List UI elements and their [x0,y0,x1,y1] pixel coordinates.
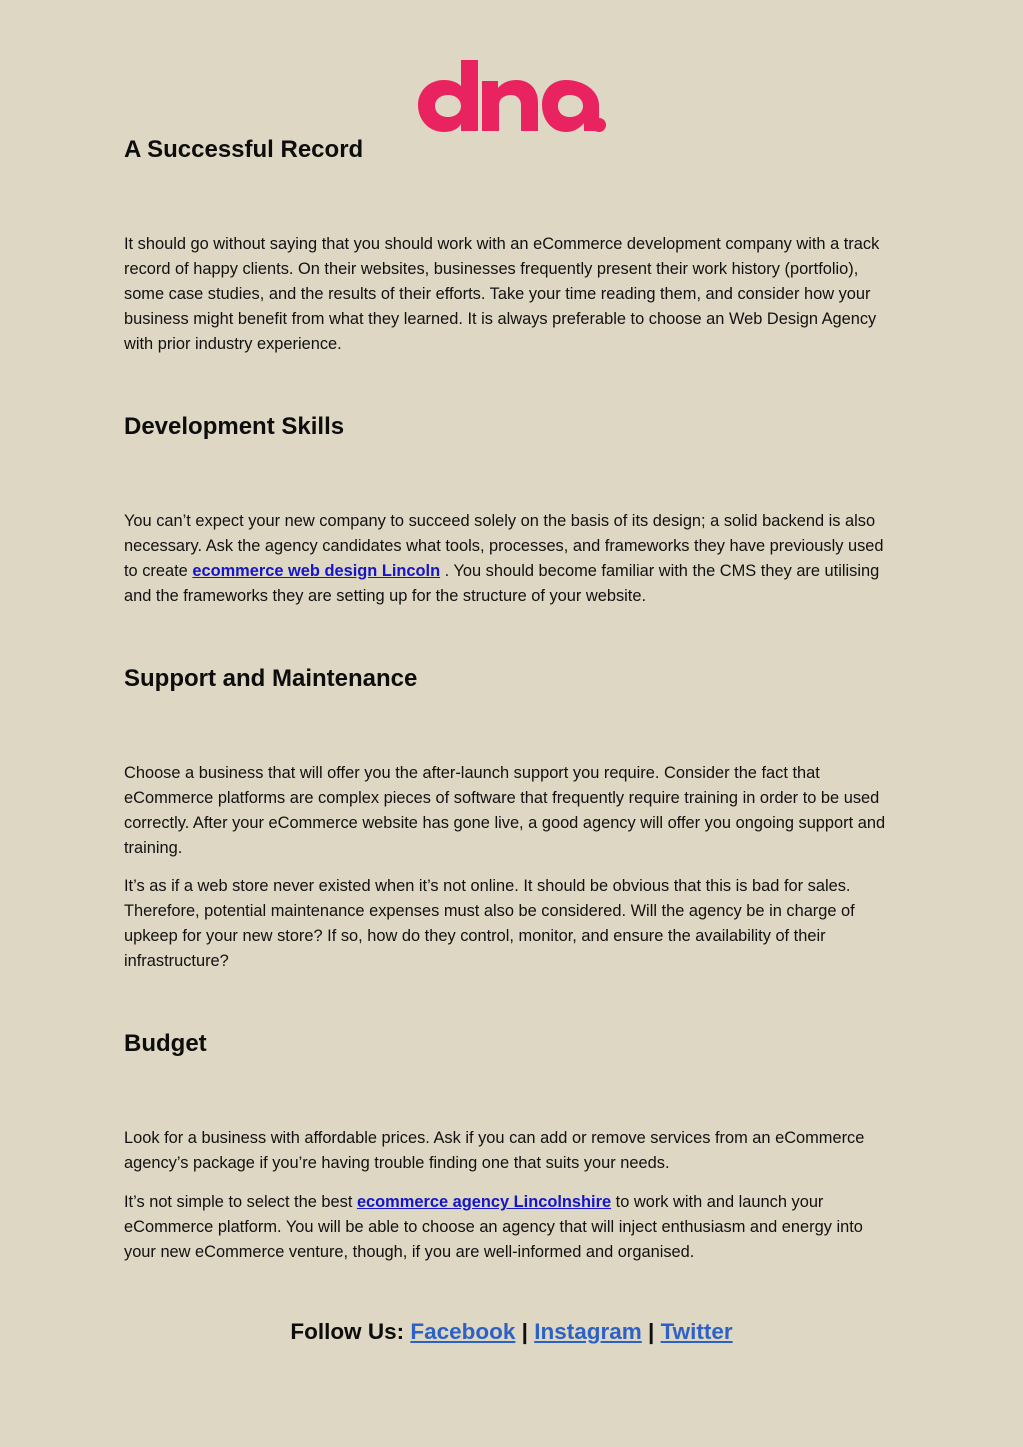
facebook-link[interactable]: Facebook [410,1319,516,1344]
follow-us-footer [0,1316,1023,1348]
heading-budget: Budget [124,1030,207,1057]
heading-support-maintenance: Support and Maintenance [124,665,418,692]
footer-separator: | [521,1319,528,1344]
paragraph-support-2: It’s as if a web store never existed when it’s not online. It should be obvious that this is bad for sales. Therefore, potential maintenance expenses must also be considered. Will the agency be in charge of upkeep for your new store? If so, how do they control, monitor, and ensure the availability of their infrastructure? [124,877,855,970]
ecommerce-agency-lincolnshire-link[interactable]: ecommerce agency Lincolnshire [356,1193,612,1211]
heading-successful-record: A Successful Record [124,136,364,163]
follow-us-label: Follow Us: [290,1319,405,1344]
ecommerce-web-design-lincoln-link[interactable]: ecommerce web design Lincoln [192,562,441,580]
paragraph-successful-record: It should go without saying that you should work with an eCommerce development company with a track record of happy clients. On their websites, businesses frequently present their work history (portfolio), some case studies, and the results of their efforts. Take your time reading them, and consider how your business might benefit from what they learned. It is always preferable to choose an Web Design Agency with prior industry experience. [124,235,880,353]
paragraph-budget-2 [124,1190,899,1265]
paragraph-development-skills [124,509,899,609]
instagram-link[interactable]: Instagram [534,1319,642,1344]
dna-logo-image [416,58,608,138]
paragraph-text-after-link: . You should become familiar with the CMS they are utilising and the frameworks they are setting up for the structure of your website. [124,562,880,605]
paragraph-support-1: Choose a business that will offer you the after-launch support you require. Consider the fact that eCommerce platforms are complex pieces of software that frequently require training in order to be used correctly. After your eCommerce website has gone live, a good agency will offer you ongoing support and training. [124,764,886,857]
paragraph-text-before-link: It’s not simple to select the best [124,1193,357,1211]
dna-logo [416,58,608,138]
paragraph-text-after-link: to work with and launch your eCommerce platform. You will be able to choose an agency that will inject enthusiasm and energy into your new eCommerce venture, though, if you are well-informed and organised. [124,1193,863,1261]
paragraph-text-before-link: You can’t expect your new company to succeed solely on the basis of its design; a solid backend is also necessary. Ask the agency candidates what tools, processes, and frameworks they have previously used to create [124,512,884,580]
twitter-link[interactable]: Twitter [660,1319,733,1344]
paragraph-budget-1: Look for a business with affordable prices. Ask if you can add or remove services from an eCommerce agency’s package if you’re having trouble finding one that suits your needs. [124,1129,865,1172]
heading-development-skills: Development Skills [124,413,345,440]
footer-separator: | [648,1319,655,1344]
